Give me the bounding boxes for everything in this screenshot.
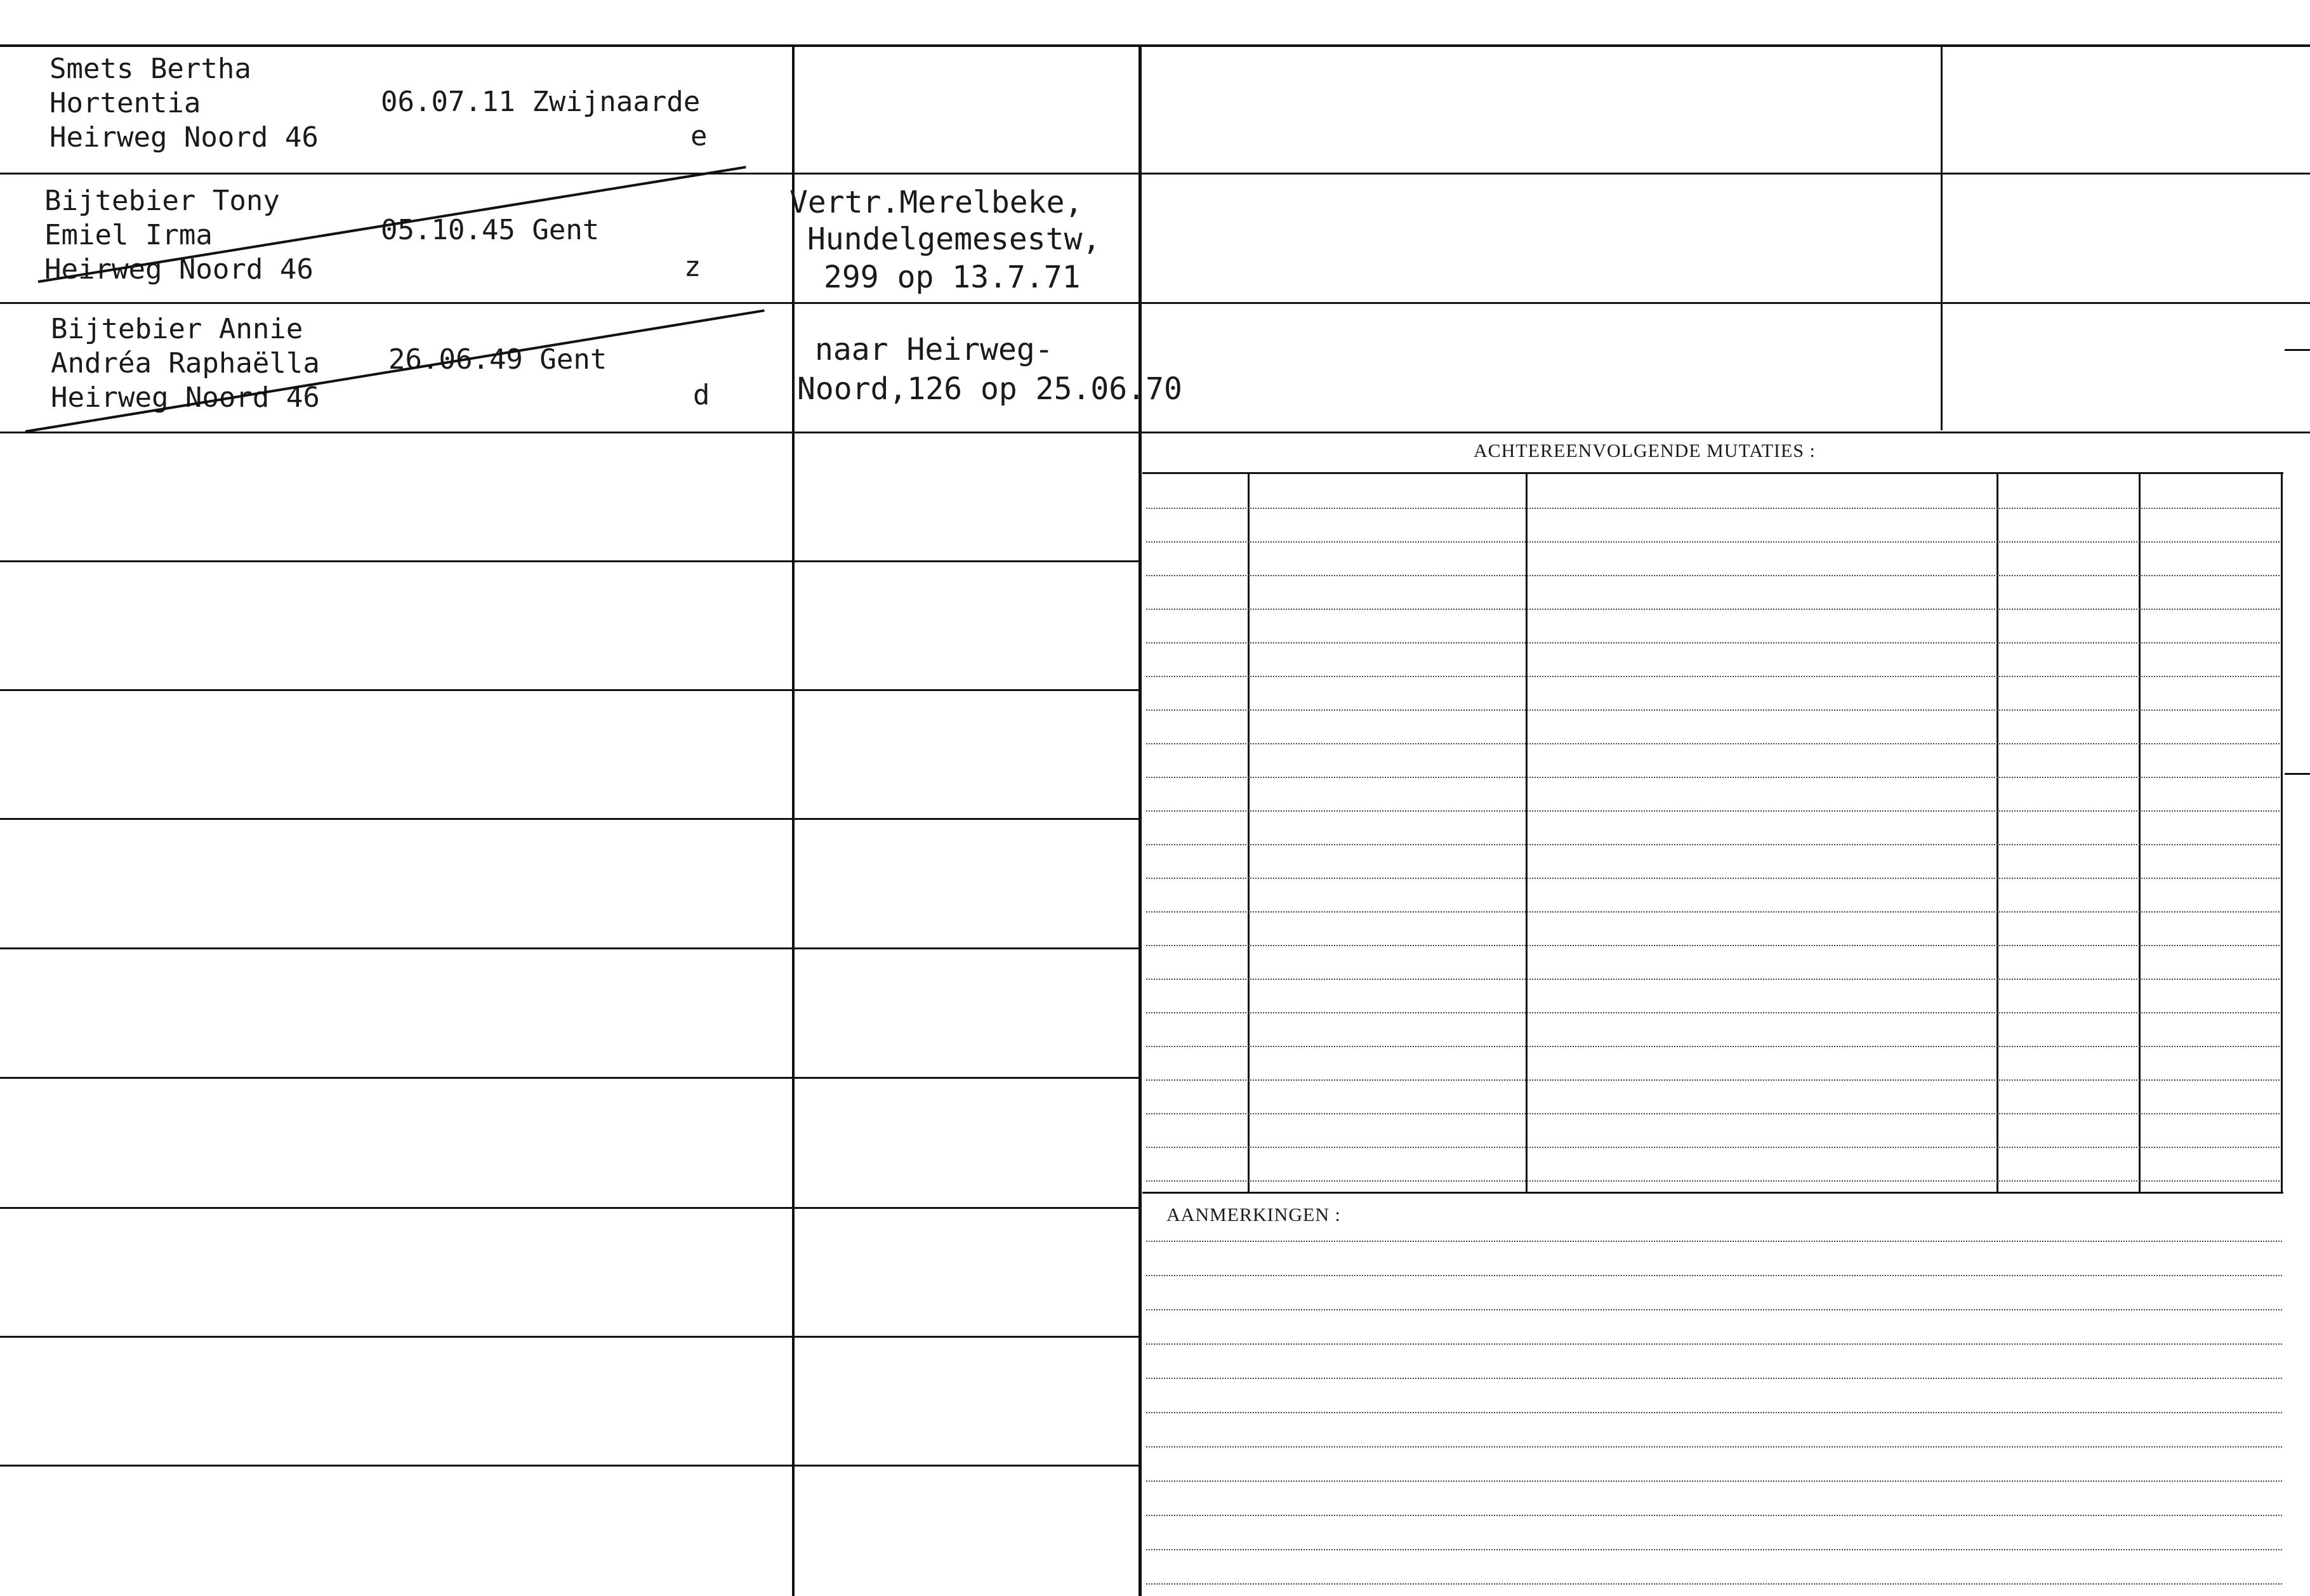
ruled-line <box>1146 979 2280 980</box>
mutations-col-line <box>2139 473 2141 1193</box>
birth-date-place: 05.10.45 Gent <box>381 214 600 246</box>
remarks-label: AANMERKINGEN : <box>1166 1204 1341 1225</box>
ruled-line <box>1146 508 2280 509</box>
person-name: Bijtebier Annie <box>51 313 303 345</box>
ruled-line <box>1146 1241 2282 1242</box>
ruled-line <box>1146 1046 2280 1047</box>
row-line <box>0 1077 1140 1079</box>
column-divider-3 <box>1941 46 1943 430</box>
person-address: Heirweg Noord 46 <box>51 381 320 414</box>
mutations-label: ACHTEREENVOLGENDE MUTATIES : <box>1474 440 1816 461</box>
ruled-line <box>1146 1515 2282 1516</box>
birth-date-place: 26.06.49 Gent <box>388 343 607 376</box>
ruled-line <box>1146 676 2280 677</box>
row-line <box>0 302 1140 304</box>
ruled-line <box>1146 1412 2282 1413</box>
mutations-col-line <box>1526 473 1528 1193</box>
mutations-top-line <box>1142 472 2283 474</box>
ruled-line <box>1146 743 2280 744</box>
ruled-line <box>1146 1113 2280 1114</box>
mutations-col-line <box>2281 473 2283 1193</box>
departure-note-line: 299 op 13.7.71 <box>824 260 1081 295</box>
row-line <box>0 173 1140 175</box>
column-divider-2 <box>1138 46 1142 1596</box>
departure-note-line: naar Heirweg- <box>815 332 1053 367</box>
row-line <box>0 818 1140 820</box>
person-name: Smets Bertha <box>50 53 251 85</box>
ruled-line <box>1146 1481 2282 1482</box>
ruled-line <box>1146 1309 2282 1310</box>
top-border <box>0 44 2310 47</box>
mutations-col-line <box>1996 473 1998 1193</box>
person-given-names: Emiel Irma <box>44 219 213 251</box>
ruled-line <box>1146 1180 2280 1182</box>
edge-tick <box>2285 773 2310 775</box>
relation-code: d <box>693 379 710 411</box>
row-line <box>0 1465 1140 1467</box>
mutations-bottom-line <box>1142 1192 2283 1194</box>
ruled-line <box>1146 709 2280 711</box>
ruled-line <box>1146 777 2280 778</box>
ruled-line <box>1146 945 2280 946</box>
relation-code: z <box>684 251 701 283</box>
ruled-line <box>1146 911 2280 913</box>
ruled-line <box>1146 1549 2282 1550</box>
ruled-line <box>1146 575 2280 576</box>
ruled-line <box>1146 878 2280 879</box>
mutations-col-line <box>1248 473 1250 1193</box>
person-address: Heirweg Noord 46 <box>50 121 319 154</box>
departure-note-line: Vertr.Merelbeke, <box>789 185 1083 220</box>
column-divider-1 <box>792 46 795 1596</box>
row-line <box>0 1336 1140 1338</box>
ruled-line <box>1146 609 2280 610</box>
row-line <box>0 947 1140 949</box>
edge-tick <box>2285 349 2310 351</box>
ruled-line <box>1146 1275 2282 1276</box>
ruled-line <box>1146 1378 2282 1379</box>
row-line <box>0 560 1140 562</box>
ruled-line <box>1146 1446 2282 1448</box>
row-line <box>0 432 1140 433</box>
ruled-line <box>1146 810 2280 812</box>
row-line <box>0 689 1140 691</box>
ruled-line <box>1146 642 2280 643</box>
person-given-names: Hortentia <box>50 87 201 119</box>
person-given-names: Andréa Raphaëlla <box>51 347 320 379</box>
ruled-line <box>1146 844 2280 845</box>
row-line <box>1140 432 2310 433</box>
departure-note-line: Hundelgemesestw, <box>807 221 1101 257</box>
row-line <box>1140 173 2310 175</box>
ruled-line <box>1146 1147 2280 1148</box>
person-address: Heirweg Noord 46 <box>44 253 314 286</box>
ruled-line <box>1146 1079 2280 1081</box>
row-line <box>0 1207 1140 1209</box>
relation-code: e <box>690 120 708 152</box>
departure-note-line: Noord,126 op 25.06.70 <box>797 371 1182 407</box>
ruled-line <box>1146 1012 2280 1013</box>
ruled-line <box>1146 1343 2282 1345</box>
person-name: Bijtebier Tony <box>44 185 280 217</box>
birth-date-place: 06.07.11 Zwijnaarde <box>381 86 701 118</box>
ruled-line <box>1146 1583 2282 1585</box>
row-line <box>1140 302 2310 304</box>
ruled-line <box>1146 541 2280 543</box>
